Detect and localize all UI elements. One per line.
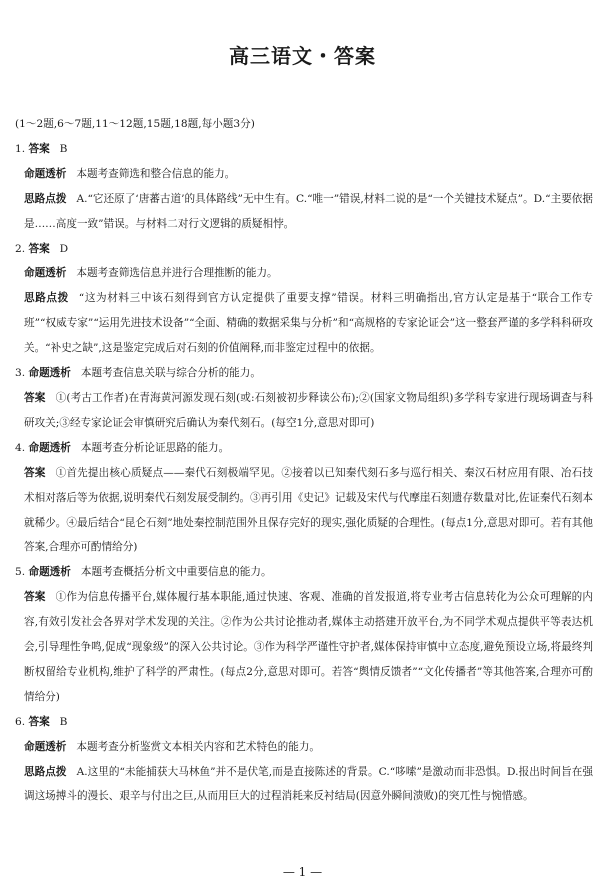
q5-intent-text: 本题考查概括分析文中重要信息的能力。 xyxy=(80,566,272,579)
q1-answer-label: 答案 xyxy=(28,142,50,155)
q2-hint xyxy=(15,286,593,361)
answer-content xyxy=(15,112,593,809)
q4-answer-text: ①首先提出核心质疑点——秦代石刻极端罕见。②接着以已知秦代刻石多与巡行相关、秦汉石材应用有限、冶石技术相对落后等为依据,说明秦代石刻发展受制约。③再引用《史记》记载及宋代与代摩崖石刻遗存数量对比,佐证秦代石刻本就稀少。④最后结合“昆仑石刻”地处秦控制范围外且保存完好的现实,强化质疑的合理性。(每点1分,意思对即可。若有其他答案,合理亦可酌情给分) xyxy=(24,466,594,554)
q4-intent-text: 本题考查分析论证思路的能力。 xyxy=(80,441,230,454)
q6-intent-text: 本题考查分析鉴赏文本相关内容和艺术特色的能力。 xyxy=(76,740,321,753)
q6-intent-label: 命题透析 xyxy=(24,740,67,753)
q1-hint xyxy=(15,187,593,237)
q4-intent-label: 命题透析 xyxy=(28,441,71,454)
q3-intent-text: 本题考查信息关联与综合分析的能力。 xyxy=(80,367,261,380)
q3-answer xyxy=(15,386,593,436)
scoring-note: (1～2题,6～7题,11～12题,15题,18题,每小题3分) xyxy=(15,118,255,130)
q5-answer-label: 答案 xyxy=(24,591,46,604)
q6-hint xyxy=(15,760,593,810)
q6-number: 6. xyxy=(15,715,26,728)
q3-answer-label: 答案 xyxy=(24,391,46,404)
q4-answer-label: 答案 xyxy=(24,466,46,479)
q1-answer: B xyxy=(59,142,68,155)
q2-number: 2. xyxy=(15,242,26,255)
q2-intent xyxy=(15,261,593,286)
q2-hint-label: 思路点拨 xyxy=(24,292,69,305)
q2-answer: D xyxy=(59,242,69,255)
q3-header xyxy=(15,361,593,386)
q1-intent xyxy=(15,162,593,187)
page-number: — 1 — xyxy=(282,865,323,879)
q5-number: 5. xyxy=(15,566,26,579)
q6-header xyxy=(15,710,593,735)
q6-hint-label: 思路点拨 xyxy=(24,765,67,778)
q1-header xyxy=(15,137,593,162)
q1-hint-label: 思路点拨 xyxy=(24,192,67,205)
q5-answer-text: ①作为信息传播平台,媒体履行基本职能,通过快速、客观、准确的首发报道,将专业考古信息转化为公众可理解的内容,有效引发社会各界对学术发现的关注。②作为公共讨论推动者,媒体主动搭建开放平台,为不同学术观点提供平等表达机会,引导理性争鸣,促成“现象级”的深入公共讨论。③作为科学严谨性守护者,媒体保持审慎中立态度,避免预设立场,将最终判断权留给专业机构,维护了科学的严肃性。(每点2分,意思对即可。若答“舆情反馈者”“文化传播者”等其他答案,合理亦可酌情给分) xyxy=(24,591,593,703)
q1-number: 1. xyxy=(15,142,26,155)
q2-header xyxy=(15,237,593,262)
q3-intent-label: 命题透析 xyxy=(28,367,71,380)
q2-intent-label: 命题透析 xyxy=(24,267,67,280)
q4-answer xyxy=(15,461,593,561)
q2-intent-text: 本题考查筛选信息并进行合理推断的能力。 xyxy=(76,267,278,280)
q6-answer: B xyxy=(59,715,68,728)
q3-number: 3. xyxy=(15,367,26,380)
q4-number: 4. xyxy=(15,441,26,454)
q5-intent-label: 命题透析 xyxy=(28,566,71,579)
q2-hint-text: “这为材料三中该石刻得到官方认定提供了重要支撑”错误。材料三明确指出,官方认定是基于“联合工作专班”“权威专家”“运用先进技术设备”“全面、精确的数据采集与分析”和“高规格的专家论证会”这一整套严谨的多学科科研攻关。“补史之缺”,这是鉴定完成后对石刻的价值阐释,而非鉴定过程中的依据。 xyxy=(24,292,593,355)
q5-answer xyxy=(15,585,593,710)
q2-answer-label: 答案 xyxy=(28,242,50,255)
q4-header xyxy=(15,436,593,461)
q1-hint-text: A.“它还原了‘唐蕃古道’的具体路线”无中生有。C.“唯一”错误,材料二说的是“一个关键技术疑点”。D.“主要依据是……高度一致”错误。与材料二对行文逻辑的质疑相悖。 xyxy=(24,192,594,230)
q3-answer-text: ①(考古工作者)在青海黄河源发现石刻(或:石刻被初步释读公布);②(国家文物局组织)多学科专家进行现场调查与科研攻关;③经专家论证会审慎研究后确认为秦代刻石。(每空1分,意思对即可) xyxy=(24,391,594,429)
q6-answer-label: 答案 xyxy=(28,715,50,728)
q6-hint-text: A.这里的“未能捕获大马林鱼”并不是伏笔,而是直接陈述的背景。C.“哆嗦”是激动而非恐惧。D.报出时间旨在强调这场搏斗的漫长、艰辛与付出之巨,从而用巨大的过程消耗来反衬结局(因意外瞬间溃败)的突兀性与惋惜感。 xyxy=(24,765,593,803)
page-title: 高三语文・答案 xyxy=(229,44,376,68)
q5-header xyxy=(15,560,593,585)
q1-intent-label: 命题透析 xyxy=(24,167,67,180)
q6-intent xyxy=(15,735,593,760)
q1-intent-text: 本题考查筛选和整合信息的能力。 xyxy=(76,167,236,180)
